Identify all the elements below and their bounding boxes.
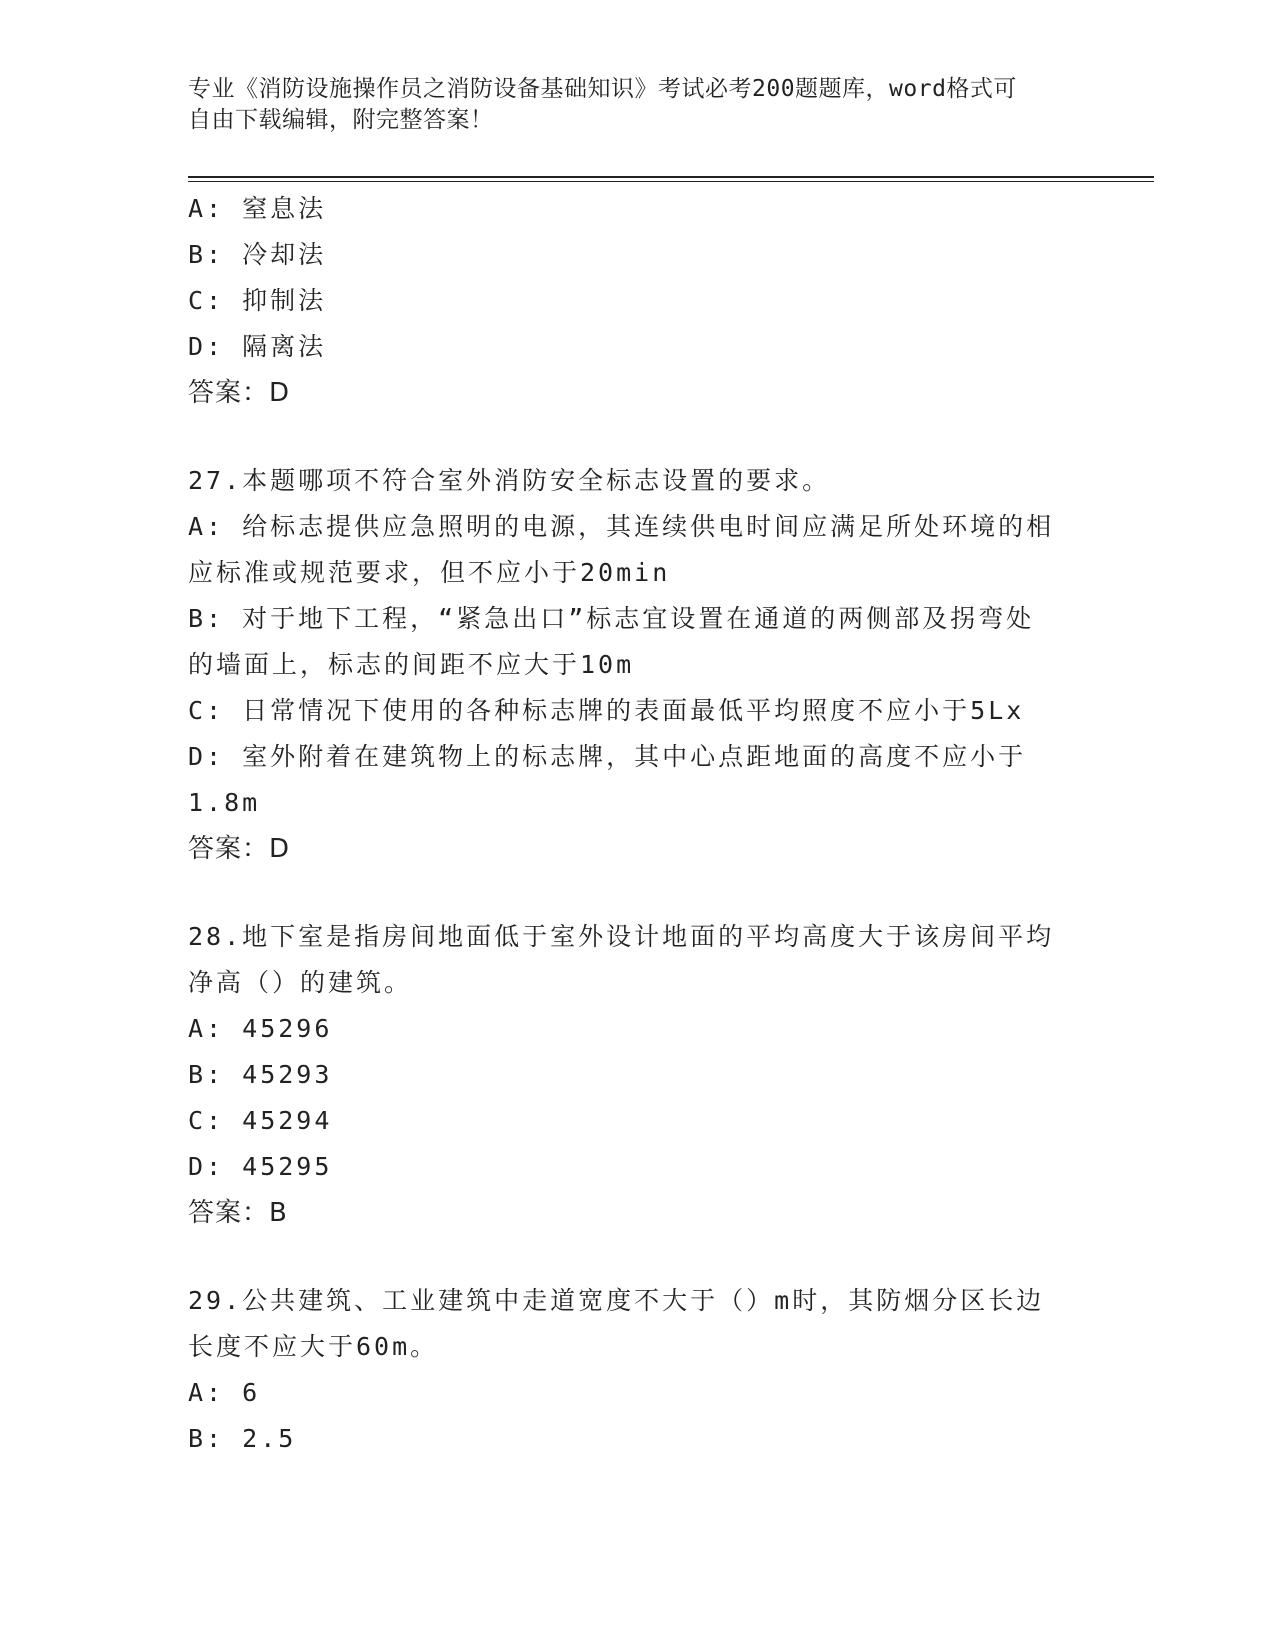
option-b-continued: 的墙面上，标志的间距不应大于10m	[188, 650, 635, 679]
header-divider-thick	[188, 176, 1154, 178]
option-d: D: 隔离法	[188, 332, 327, 361]
spacer	[188, 872, 1088, 914]
question-text-continued: 长度不应大于60m。	[188, 1332, 439, 1361]
question-block-27	[188, 458, 1088, 872]
option-a: A: 45296	[188, 1014, 333, 1043]
answer-line: 答案：B	[188, 1198, 288, 1228]
question-block-29	[188, 1278, 1088, 1462]
question-text-continued: 净高（）的建筑。	[188, 968, 413, 997]
question-text: 28.地下室是指房间地面低于室外设计地面的平均高度大于该房间平均	[188, 922, 1055, 951]
header-line-2: 自由下载编辑，附完整答案！	[188, 107, 494, 133]
spacer	[188, 1236, 1088, 1278]
option-a-continued: 应标准或规范要求，但不应小于20min	[188, 558, 671, 587]
option-c: C: 45294	[188, 1106, 333, 1135]
answer-line: 答案：D	[188, 834, 291, 864]
answer-line: 答案：D	[188, 378, 291, 408]
option-b: B: 对于地下工程，“紧急出口”标志宜设置在通道的两侧部及拐弯处	[188, 604, 1035, 633]
question-block-26	[188, 186, 1088, 416]
option-d: D: 室外附着在建筑物上的标志牌，其中心点距地面的高度不应小于	[188, 742, 1027, 771]
option-a: A: 6	[188, 1378, 261, 1407]
questions-content	[188, 186, 1088, 1462]
question-block-28	[188, 914, 1088, 1236]
option-d: D: 45295	[188, 1152, 333, 1181]
option-d-continued: 1.8m	[188, 788, 261, 817]
header-divider-thin	[188, 181, 1154, 182]
option-c: C: 日常情况下使用的各种标志牌的表面最低平均照度不应小于5Lx	[188, 696, 1025, 725]
header-line-1: 专业《消防设施操作员之消防设备基础知识》考试必考200题题库，word格式可	[188, 76, 1017, 102]
option-b: B: 45293	[188, 1060, 333, 1089]
question-text: 29.公共建筑、工业建筑中走道宽度不大于（）m时，其防烟分区长边	[188, 1286, 1045, 1315]
option-c: C: 抑制法	[188, 286, 327, 315]
option-b: B: 冷却法	[188, 240, 327, 269]
question-text: 27.本题哪项不符合室外消防安全标志设置的要求。	[188, 466, 831, 495]
option-a: A: 给标志提供应急照明的电源，其连续供电时间应满足所处环境的相	[188, 512, 1055, 541]
spacer	[188, 416, 1088, 458]
document-header	[188, 74, 1068, 136]
option-a: A: 窒息法	[188, 194, 327, 223]
option-b: B: 2.5	[188, 1424, 297, 1453]
